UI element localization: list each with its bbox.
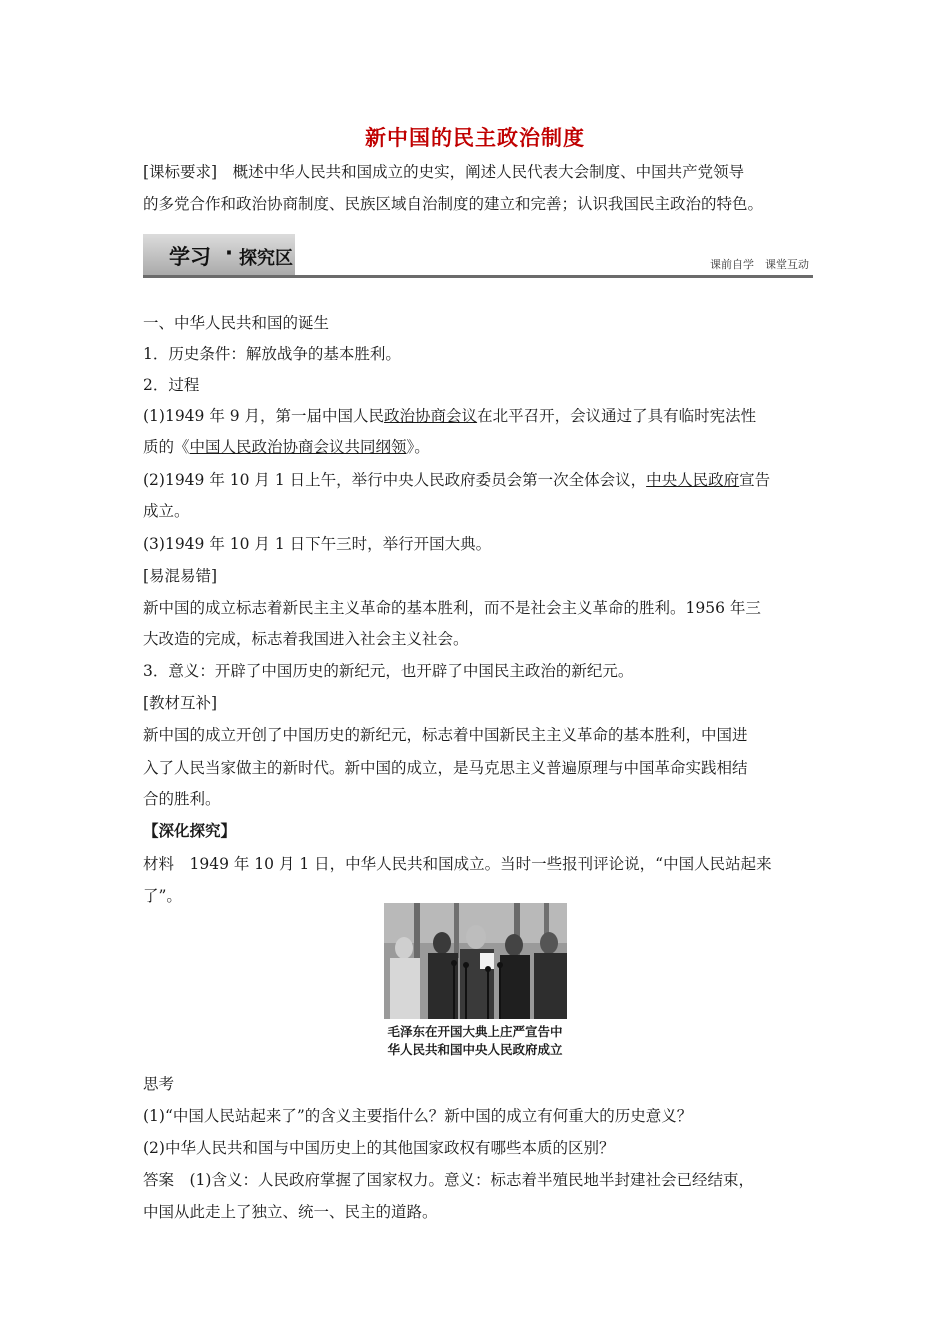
photo-caption-line-1: 毛泽东在开国大典上庄严宣告中 xyxy=(387,1024,563,1039)
material-line-1: 材料 1949 年 10 月 1 日，中华人民共和国成立。当时一些报刊评论说，“中国人民站起来 xyxy=(143,855,772,873)
question-2: (2)中华人民共和国与中国历史上的其他国家政权有哪些本质的区别？ xyxy=(143,1139,615,1157)
section-band-rule xyxy=(143,275,813,278)
text-span: 》。 xyxy=(406,438,430,456)
requirement-line-1: [课标要求] 概述中华人民共和国成立的史实，阐述人民代表大会制度、中国共产党领导 xyxy=(143,163,745,181)
process-point-2-line-2: 成立。 xyxy=(143,502,190,520)
underlined-term: 中央人民政府 xyxy=(646,471,740,489)
underlined-term: 中国人民政治协商会议共同纲领 xyxy=(189,438,407,456)
item-significance: 3．意义：开辟了中国历史的新纪元，也开辟了中国民主政治的新纪元。 xyxy=(143,662,634,680)
founding-ceremony-photo xyxy=(384,903,567,1019)
confuse-line-1: 新中国的成立标志着新民主主义革命的基本胜利，而不是社会主义革命的胜利。1956 年三 xyxy=(143,599,761,617)
question-1: (1)“中国人民站起来了”的含义主要指什么？新中国的成立有何重大的历史意义？ xyxy=(143,1107,693,1125)
text-span: (1)1949 年 9 月，第一届中国人民 xyxy=(143,407,385,425)
section-band-dot: · xyxy=(225,241,233,265)
answer-line-2: 中国从此走上了独立、统一、民主的道路。 xyxy=(143,1203,438,1221)
supplement-line-2: 入了人民当家做主的新时代。新中国的成立，是马克思主义普遍原理与中国革命实践相结 xyxy=(143,759,748,777)
photo-caption-line-2: 华人民共和国中央人民政府成立 xyxy=(387,1042,563,1057)
process-point-1-line-1 xyxy=(143,400,756,432)
section-band-right-text: 课前自学 课堂互动 xyxy=(710,258,809,271)
section-band-title: 学习 xyxy=(169,245,211,269)
section-band xyxy=(143,234,813,278)
heading-birth: 一、中华人民共和国的诞生 xyxy=(143,314,330,332)
text-span: 在北平召开，会议通过了具有临时宪法性 xyxy=(477,407,757,425)
answer-line-1: 答案 (1)含义：人民政府掌握了国家权力。意义：标志着半殖民地半封建社会已经结束， xyxy=(143,1171,754,1189)
confuse-heading: [易混易错] xyxy=(143,567,218,585)
think-heading: 思考 xyxy=(143,1075,175,1093)
page-title: 新中国的民主政治制度 xyxy=(365,126,585,150)
item-process: 2．过程 xyxy=(143,376,200,394)
process-point-3: (3)1949 年 10 月 1 日下午三时，举行开国大典。 xyxy=(143,535,492,553)
confuse-line-2: 大改造的完成，标志着我国进入社会主义社会。 xyxy=(143,630,469,648)
process-point-1-line-2 xyxy=(143,431,430,463)
text-span: (2)1949 年 10 月 1 日上午，举行中央人民政府委员会第一次全体会议， xyxy=(143,471,647,489)
text-span: 宣告 xyxy=(739,471,771,489)
deep-inquiry-heading: 【深化探究】 xyxy=(143,822,237,840)
underlined-term: 政治协商会议 xyxy=(384,407,478,425)
supplement-line-3: 合的胜利。 xyxy=(143,790,221,808)
photo-illustration xyxy=(384,903,567,1019)
supplement-line-1: 新中国的成立开创了中国历史的新纪元，标志着中国新民主主义革命的基本胜利，中国进 xyxy=(143,726,748,744)
material-line-2: 了”。 xyxy=(143,887,182,905)
supplement-heading: [教材互补] xyxy=(143,694,218,712)
section-band-subtitle: 探究区 xyxy=(239,248,293,269)
requirement-line-2: 的多党合作和政治协商制度、民族区域自治制度的建立和完善；认识我国民主政治的特色。 xyxy=(143,195,764,213)
item-historical-conditions: 1．历史条件：解放战争的基本胜利。 xyxy=(143,345,401,363)
text-span: 质的《 xyxy=(143,438,190,456)
process-point-2-line-1 xyxy=(143,464,770,496)
